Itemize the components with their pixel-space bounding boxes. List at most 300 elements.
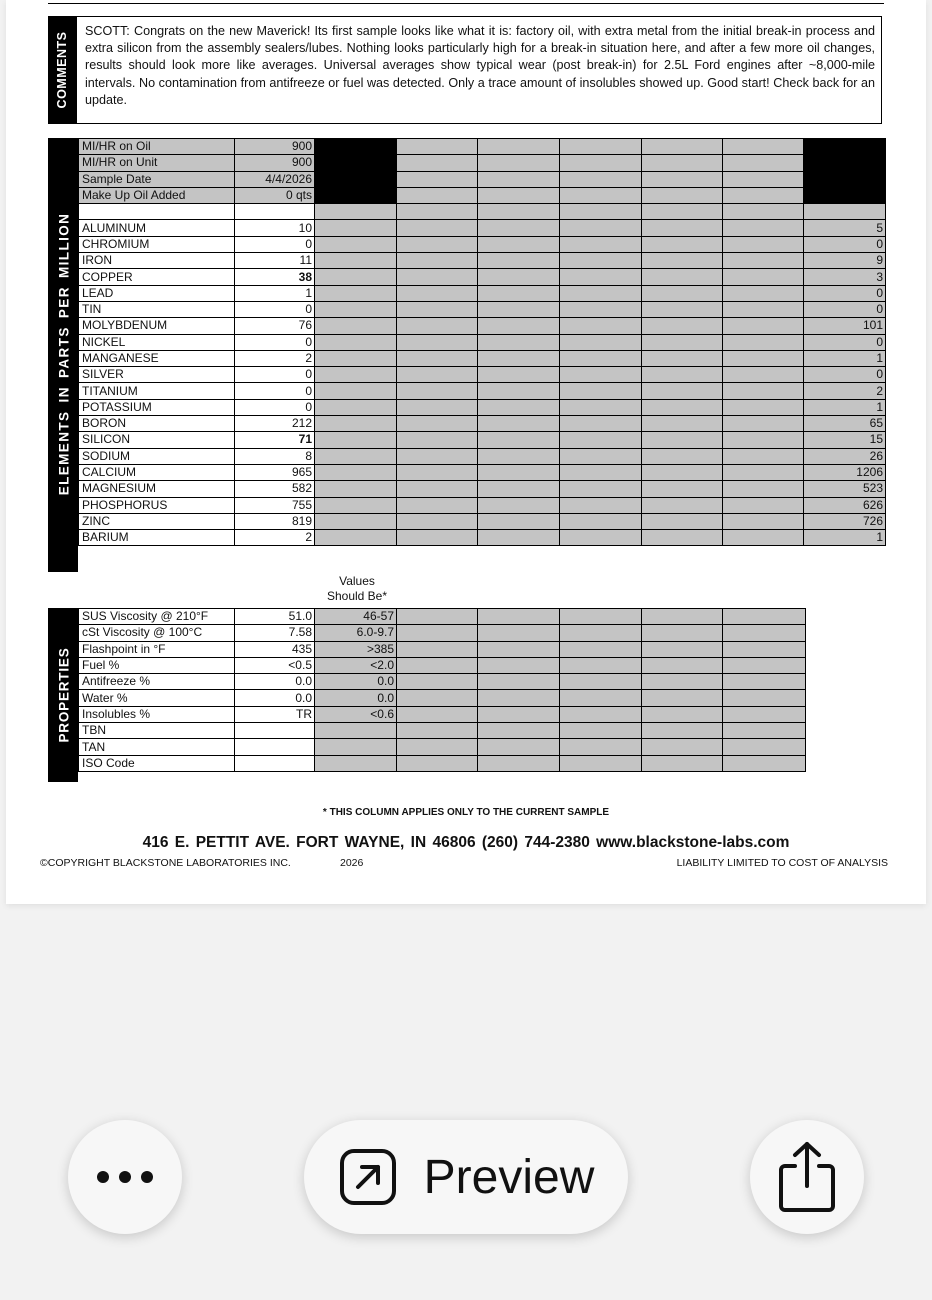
property-should-be: 0.0 <box>315 674 397 690</box>
empty-cell <box>560 530 642 546</box>
unit-average-cell <box>315 530 397 546</box>
property-value: 51.0 <box>235 609 315 625</box>
empty-cell <box>723 448 804 464</box>
properties-label-bar <box>48 608 78 782</box>
property-should-be: 6.0-9.7 <box>315 625 397 641</box>
empty-cell <box>723 674 806 690</box>
empty-cell <box>723 706 806 722</box>
element-row <box>79 334 886 350</box>
element-value: 38 <box>235 269 315 285</box>
empty-cell <box>560 690 642 706</box>
element-row <box>79 318 886 334</box>
empty-cell <box>315 204 397 220</box>
empty-cell <box>397 416 478 432</box>
empty-cell <box>560 236 642 252</box>
element-value: 11 <box>235 253 315 269</box>
empty-cell <box>560 399 642 415</box>
empty-cell <box>478 367 560 383</box>
element-row <box>79 253 886 269</box>
empty-cell <box>560 171 642 187</box>
property-should-be: 46-57 <box>315 609 397 625</box>
element-value: 212 <box>235 416 315 432</box>
unit-average-cell <box>315 301 397 317</box>
empty-cell <box>397 139 478 155</box>
empty-cell <box>723 513 804 529</box>
universal-average: 2 <box>804 383 886 399</box>
element-name: SILICON <box>79 432 235 448</box>
element-name: BARIUM <box>79 530 235 546</box>
property-value: TR <box>235 706 315 722</box>
empty-cell <box>642 367 723 383</box>
empty-cell <box>560 481 642 497</box>
property-value: 435 <box>235 641 315 657</box>
sample-info-value: 900 <box>235 139 315 155</box>
empty-cell <box>397 739 478 755</box>
empty-cell <box>642 481 723 497</box>
empty-cell <box>560 464 642 480</box>
empty-cell <box>478 187 560 203</box>
empty-cell <box>397 171 478 187</box>
empty-cell <box>560 513 642 529</box>
element-value: 0 <box>235 236 315 252</box>
universal-average: 101 <box>804 318 886 334</box>
empty-cell <box>397 350 478 366</box>
empty-cell <box>642 285 723 301</box>
element-value: 0 <box>235 301 315 317</box>
empty-cell <box>723 383 804 399</box>
unit-average-cell <box>315 399 397 415</box>
empty-cell <box>397 155 478 171</box>
empty-cell <box>397 674 478 690</box>
property-row <box>79 723 806 739</box>
empty-cell <box>723 253 804 269</box>
empty-cell <box>642 253 723 269</box>
empty-cell <box>478 285 560 301</box>
empty-cell <box>397 625 478 641</box>
element-row <box>79 464 886 480</box>
element-value: 76 <box>235 318 315 334</box>
empty-cell <box>642 350 723 366</box>
empty-cell <box>478 318 560 334</box>
element-value: 0 <box>235 399 315 415</box>
element-value: 8 <box>235 448 315 464</box>
elements-label: ELEMENTS IN PARTS PER MILLION <box>56 212 72 496</box>
empty-cell <box>235 204 315 220</box>
empty-cell <box>478 253 560 269</box>
empty-cell <box>560 383 642 399</box>
empty-cell <box>478 464 560 480</box>
element-name: ZINC <box>79 513 235 529</box>
values-should-be-label <box>314 574 400 604</box>
universal-average: 726 <box>804 513 886 529</box>
empty-cell <box>478 625 560 641</box>
element-value: 2 <box>235 530 315 546</box>
property-should-be <box>315 739 397 755</box>
property-should-be: <0.6 <box>315 706 397 722</box>
empty-cell <box>642 318 723 334</box>
element-value: 755 <box>235 497 315 513</box>
empty-cell <box>79 204 235 220</box>
universal-average: 5 <box>804 220 886 236</box>
unit-average-cell <box>315 481 397 497</box>
empty-cell <box>723 204 804 220</box>
element-row <box>79 399 886 415</box>
empty-cell <box>560 301 642 317</box>
empty-cell <box>397 609 478 625</box>
sample-info-label: Make Up Oil Added <box>79 187 235 203</box>
unit-average-cell <box>315 513 397 529</box>
empty-cell <box>560 657 642 673</box>
empty-cell <box>478 657 560 673</box>
empty-cell <box>478 236 560 252</box>
empty-cell <box>723 350 804 366</box>
empty-cell <box>642 497 723 513</box>
unit-average-cell <box>315 269 397 285</box>
empty-cell <box>478 416 560 432</box>
universal-average: 1 <box>804 530 886 546</box>
element-row <box>79 432 886 448</box>
element-row <box>79 530 886 546</box>
empty-cell <box>642 657 723 673</box>
empty-cell <box>397 187 478 203</box>
element-value: 0 <box>235 383 315 399</box>
empty-cell <box>478 269 560 285</box>
empty-cell <box>642 220 723 236</box>
element-row <box>79 301 886 317</box>
element-value: 1 <box>235 285 315 301</box>
element-name: IRON <box>79 253 235 269</box>
sample-info-label: MI/HR on Oil <box>79 139 235 155</box>
empty-cell <box>560 416 642 432</box>
empty-cell <box>397 318 478 334</box>
element-name: SILVER <box>79 367 235 383</box>
element-name: POTASSIUM <box>79 399 235 415</box>
empty-cell <box>478 350 560 366</box>
empty-cell <box>397 641 478 657</box>
empty-cell <box>560 350 642 366</box>
element-name: COPPER <box>79 269 235 285</box>
sample-info-label: MI/HR on Unit <box>79 155 235 171</box>
element-row <box>79 367 886 383</box>
empty-cell <box>723 220 804 236</box>
empty-cell <box>723 301 804 317</box>
sample-info-row <box>79 187 886 203</box>
empty-cell <box>723 318 804 334</box>
open-external-icon <box>338 1147 398 1207</box>
more-button[interactable] <box>68 1120 182 1234</box>
element-row <box>79 513 886 529</box>
element-value: 0 <box>235 334 315 350</box>
empty-cell <box>642 204 723 220</box>
preview-label: Preview <box>423 1150 595 1204</box>
element-name: TITANIUM <box>79 383 235 399</box>
unit-average-cell <box>315 318 397 334</box>
comments-label-bar <box>48 16 76 124</box>
element-name: MANGANESE <box>79 350 235 366</box>
empty-cell <box>397 513 478 529</box>
properties-table <box>78 608 806 772</box>
values-should-be-line2: Should Be* <box>326 589 388 603</box>
empty-cell <box>642 383 723 399</box>
empty-cell <box>560 755 642 771</box>
empty-cell <box>560 187 642 203</box>
element-row <box>79 285 886 301</box>
empty-cell <box>560 739 642 755</box>
header-spacer <box>804 171 886 187</box>
property-row <box>79 706 806 722</box>
sample-info-value: 0 qts <box>235 187 315 203</box>
sample-info-row <box>79 139 886 155</box>
element-name: MAGNESIUM <box>79 481 235 497</box>
share-button[interactable] <box>750 1120 864 1234</box>
preview-button[interactable] <box>304 1120 628 1234</box>
universal-average: 1206 <box>804 464 886 480</box>
empty-cell <box>478 497 560 513</box>
empty-cell <box>723 139 804 155</box>
empty-cell <box>397 657 478 673</box>
unit-average-cell <box>315 236 397 252</box>
empty-cell <box>560 253 642 269</box>
header-spacer <box>315 171 397 187</box>
empty-cell <box>478 641 560 657</box>
unit-average-cell <box>315 448 397 464</box>
empty-cell <box>642 432 723 448</box>
unit-average-cell <box>315 497 397 513</box>
element-row <box>79 416 886 432</box>
empty-cell <box>560 139 642 155</box>
header-spacer <box>804 139 886 155</box>
top-border <box>48 0 884 4</box>
property-value <box>235 723 315 739</box>
empty-cell <box>642 690 723 706</box>
property-row <box>79 609 806 625</box>
empty-cell <box>560 625 642 641</box>
element-row <box>79 220 886 236</box>
element-value: 10 <box>235 220 315 236</box>
empty-cell <box>560 432 642 448</box>
empty-cell <box>397 432 478 448</box>
empty-cell <box>642 530 723 546</box>
empty-cell <box>642 464 723 480</box>
empty-cell <box>397 690 478 706</box>
empty-cell <box>723 334 804 350</box>
universal-average: 0 <box>804 301 886 317</box>
empty-cell <box>560 155 642 171</box>
property-name: Antifreeze % <box>79 674 235 690</box>
empty-cell <box>642 187 723 203</box>
empty-cell <box>478 481 560 497</box>
empty-cell <box>723 739 806 755</box>
property-should-be <box>315 723 397 739</box>
element-name: LEAD <box>79 285 235 301</box>
footnote: * THIS COLUMN APPLIES ONLY TO THE CURRENT SAMPLE <box>322 807 610 818</box>
empty-cell <box>642 236 723 252</box>
liability-note: LIABILITY LIMITED TO COST OF ANALYSIS <box>676 857 888 869</box>
empty-cell <box>560 706 642 722</box>
empty-cell <box>560 641 642 657</box>
element-name: ALUMINUM <box>79 220 235 236</box>
property-row <box>79 657 806 673</box>
empty-cell <box>642 513 723 529</box>
empty-cell <box>560 220 642 236</box>
comments-text: SCOTT: Congrats on the new Maverick! Its first sample looks like what it is: factory oil, with extra metal from the initial break-in process and extra silicon from the assembly sealers/lubes. Nothing looks particularly high for a break-in situation here, and after a few more oil changes, results should look more like averages. Universal averages show typical wear (post break-in) for 2.5L Ford engines after ~8,000-mile intervals. No contamination from antifreeze or fuel was detected. Only a trace amount of insolubles showed up. Good start! Check back for an update. <box>85 24 875 107</box>
empty-cell <box>397 755 478 771</box>
empty-cell <box>642 301 723 317</box>
empty-cell <box>723 399 804 415</box>
copyright-year: 2026 <box>340 857 364 869</box>
element-value: 965 <box>235 464 315 480</box>
empty-cell <box>642 641 723 657</box>
empty-cell <box>478 155 560 171</box>
element-row <box>79 269 886 285</box>
universal-average: 1 <box>804 350 886 366</box>
unit-average-cell <box>315 367 397 383</box>
empty-cell <box>560 285 642 301</box>
property-value <box>235 739 315 755</box>
header-spacer <box>804 187 886 203</box>
empty-cell <box>560 448 642 464</box>
unit-average-cell <box>315 432 397 448</box>
empty-cell <box>397 481 478 497</box>
sample-info-row <box>79 155 886 171</box>
empty-cell <box>642 755 723 771</box>
universal-average: 0 <box>804 334 886 350</box>
element-name: MOLYBDENUM <box>79 318 235 334</box>
unit-average-cell <box>315 220 397 236</box>
empty-cell <box>642 723 723 739</box>
empty-cell <box>723 285 804 301</box>
unit-average-cell <box>315 285 397 301</box>
empty-cell <box>642 609 723 625</box>
empty-cell <box>642 269 723 285</box>
empty-cell <box>642 334 723 350</box>
property-name: ISO Code <box>79 755 235 771</box>
empty-cell <box>723 609 806 625</box>
element-value: 0 <box>235 367 315 383</box>
empty-cell <box>642 399 723 415</box>
empty-cell <box>560 723 642 739</box>
empty-cell <box>723 755 806 771</box>
property-row <box>79 739 806 755</box>
empty-cell <box>478 399 560 415</box>
element-row <box>79 448 886 464</box>
empty-cell <box>397 269 478 285</box>
empty-cell <box>478 334 560 350</box>
property-value <box>235 755 315 771</box>
empty-cell <box>723 432 804 448</box>
element-row <box>79 497 886 513</box>
empty-cell <box>560 334 642 350</box>
empty-cell <box>642 416 723 432</box>
empty-cell <box>397 236 478 252</box>
universal-average: 523 <box>804 481 886 497</box>
element-value: 71 <box>235 432 315 448</box>
empty-cell <box>397 530 478 546</box>
empty-cell <box>478 690 560 706</box>
empty-cell <box>723 464 804 480</box>
property-row <box>79 674 806 690</box>
empty-cell <box>723 530 804 546</box>
property-name: Fuel % <box>79 657 235 673</box>
empty-cell <box>723 155 804 171</box>
empty-cell <box>478 706 560 722</box>
empty-cell <box>723 171 804 187</box>
property-should-be <box>315 755 397 771</box>
empty-cell <box>397 204 478 220</box>
elements-table <box>78 138 886 546</box>
property-value: 7.58 <box>235 625 315 641</box>
element-name: CHROMIUM <box>79 236 235 252</box>
empty-cell <box>642 739 723 755</box>
empty-cell <box>397 399 478 415</box>
element-name: BORON <box>79 416 235 432</box>
property-name: SUS Viscosity @ 210°F <box>79 609 235 625</box>
element-name: TIN <box>79 301 235 317</box>
empty-cell <box>560 367 642 383</box>
ellipsis-icon <box>93 1169 157 1185</box>
universal-average: 0 <box>804 285 886 301</box>
property-name: TAN <box>79 739 235 755</box>
sample-info-label: Sample Date <box>79 171 235 187</box>
unit-average-cell <box>315 383 397 399</box>
element-row <box>79 383 886 399</box>
empty-cell <box>478 513 560 529</box>
empty-cell <box>804 204 886 220</box>
empty-cell <box>397 367 478 383</box>
empty-cell <box>397 497 478 513</box>
universal-average: 15 <box>804 432 886 448</box>
empty-cell <box>478 448 560 464</box>
empty-cell <box>478 301 560 317</box>
empty-cell <box>642 139 723 155</box>
element-row <box>79 481 886 497</box>
element-name: SODIUM <box>79 448 235 464</box>
element-name: PHOSPHORUS <box>79 497 235 513</box>
empty-cell <box>642 448 723 464</box>
property-name: Water % <box>79 690 235 706</box>
empty-cell <box>478 139 560 155</box>
empty-cell <box>723 625 806 641</box>
empty-cell <box>560 497 642 513</box>
empty-cell <box>723 367 804 383</box>
empty-cell <box>642 674 723 690</box>
unit-average-cell <box>315 464 397 480</box>
property-should-be: 0.0 <box>315 690 397 706</box>
empty-cell <box>478 204 560 220</box>
empty-cell <box>397 220 478 236</box>
empty-cell <box>397 723 478 739</box>
property-value: 0.0 <box>235 674 315 690</box>
properties-label: PROPERTIES <box>56 647 72 743</box>
universal-average: 3 <box>804 269 886 285</box>
comments-label: COMMENTS <box>55 31 69 109</box>
empty-cell <box>397 301 478 317</box>
property-row <box>79 625 806 641</box>
header-spacer <box>315 155 397 171</box>
empty-cell <box>478 530 560 546</box>
element-value: 582 <box>235 481 315 497</box>
empty-cell <box>560 204 642 220</box>
empty-cell <box>723 497 804 513</box>
empty-cell <box>397 253 478 269</box>
empty-cell <box>642 625 723 641</box>
empty-cell <box>723 187 804 203</box>
property-row <box>79 641 806 657</box>
element-name: CALCIUM <box>79 464 235 480</box>
universal-average: 26 <box>804 448 886 464</box>
universal-average: 1 <box>804 399 886 415</box>
header-spacer <box>315 139 397 155</box>
